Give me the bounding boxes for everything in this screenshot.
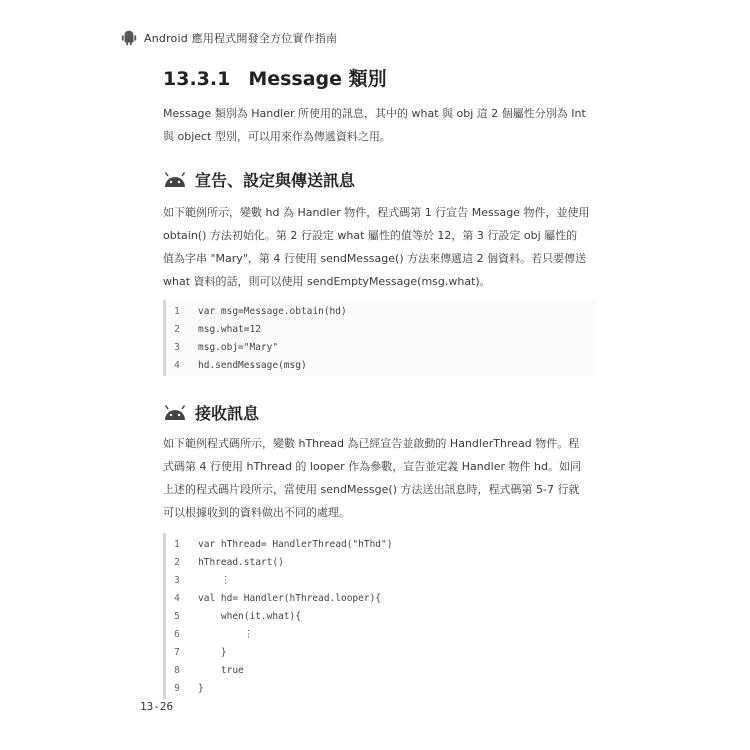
send-paragraph — [163, 201, 593, 293]
line-number: 4 — [174, 359, 180, 371]
code-line — [166, 302, 596, 320]
subheading-send — [163, 168, 355, 191]
para-line: 可以根據收到的資料做出不同的處理。 — [163, 506, 350, 519]
para-line: 上述的程式碼片段所示，當使用 sendMessge() 方法送出訊息時，程式碼第 5-7 行就 — [163, 483, 580, 496]
code-line — [166, 607, 596, 625]
code-block-receive — [163, 533, 596, 699]
section-number: 13.3.1 — [163, 68, 231, 90]
code-text: hd.sendMessage(msg) — [198, 359, 307, 371]
code-line — [166, 338, 596, 356]
section-title: Message 類別 — [248, 68, 387, 90]
code-line — [166, 589, 596, 607]
para-line: 值為字串 "Mary"，第 4 行使用 sendMessage() 方法來傳遞這 2 個資料。若只要傳送 — [163, 252, 587, 265]
book-title: Android 應用程式開發全方位實作指南 — [144, 32, 338, 45]
line-number: 3 — [174, 574, 180, 586]
code-text: when(it.what){ — [198, 610, 301, 622]
line-number: 2 — [174, 323, 180, 335]
line-number: 9 — [174, 682, 180, 694]
line-number: 3 — [174, 341, 180, 353]
subheading-label: 接收訊息 — [195, 404, 260, 423]
code-text: ⋮ — [198, 628, 254, 640]
code-line — [166, 625, 596, 643]
code-line — [166, 535, 596, 553]
line-number: 7 — [174, 646, 180, 658]
code-line — [166, 320, 596, 338]
line-number: 6 — [174, 628, 180, 640]
code-text: var hThread= HandlerThread("hThd") — [198, 538, 393, 550]
code-text: } — [198, 646, 227, 658]
code-text: ⋮ — [198, 574, 231, 586]
running-header — [120, 28, 337, 48]
code-text: var msg=Message.obtain(hd) — [198, 305, 347, 317]
code-line — [166, 679, 596, 697]
line-number: 4 — [174, 592, 180, 604]
para-line: what 資料的話，則可以使用 sendEmptyMessage(msg.what)。 — [163, 275, 491, 288]
section-heading — [163, 64, 387, 91]
para-line: obtain() 方法初始化。第 2 行設定 what 屬性的值等於 12，第 3 行設定 obj 屬性的 — [163, 229, 578, 242]
code-line — [166, 643, 596, 661]
code-block-send — [163, 300, 596, 376]
code-text: } — [198, 682, 204, 694]
code-line — [166, 553, 596, 571]
para-line: 如下範例程式碼所示，變數 hThread 為已經宣告並啟動的 HandlerThread 物件。程 — [163, 437, 580, 450]
intro-line: 與 object 型別，可以用來作為傳遞資料之用。 — [163, 130, 391, 143]
subheading-receive — [163, 401, 259, 424]
code-line — [166, 571, 596, 589]
line-number: 1 — [174, 305, 180, 317]
intro-line: Message 類別為 Handler 所使用的訊息，其中的 what 與 obj 這 2 個屬性分別為 Int — [163, 107, 586, 120]
android-head-icon — [163, 405, 187, 421]
code-text: msg.what=12 — [198, 323, 261, 335]
subheading-label: 宣告、設定與傳送訊息 — [195, 171, 356, 190]
android-head-icon — [163, 172, 187, 188]
line-number: 5 — [174, 610, 180, 622]
code-text: hThread.start() — [198, 556, 284, 568]
para-line: 如下範例所示，變數 hd 為 Handler 物件，程式碼第 1 行宣告 Message 物件，並使用 — [163, 206, 590, 219]
intro-paragraph — [163, 102, 593, 148]
code-line — [166, 661, 596, 679]
android-robot-icon — [120, 29, 138, 47]
line-number: 2 — [174, 556, 180, 568]
page-number: 13-26 — [140, 700, 174, 713]
code-text: val hd= Handler(hThread.looper){ — [198, 592, 382, 604]
code-line — [166, 356, 596, 374]
line-number: 8 — [174, 664, 180, 676]
line-number: 1 — [174, 538, 180, 550]
receive-paragraph — [163, 432, 593, 524]
code-text: msg.obj="Mary" — [198, 341, 279, 353]
para-line: 式碼第 4 行使用 hThread 的 looper 作為參數，宣告並定義 Handler 物件 hd。如同 — [163, 460, 581, 473]
code-text: true — [198, 664, 244, 676]
